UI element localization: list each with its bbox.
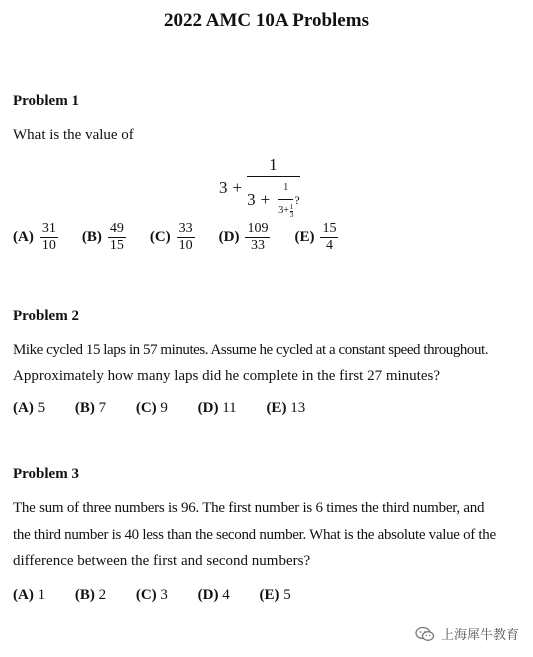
middle-fraction — [278, 177, 293, 222]
outer-numerator: 1 — [269, 155, 278, 174]
fraction-denominator: 33 — [250, 238, 265, 253]
expr-plus: + — [232, 178, 243, 197]
question-mark: ? — [294, 192, 300, 207]
problem-3-text-line-3: difference between the first and second numbers? — [13, 553, 311, 569]
choice-value: 7 — [98, 400, 107, 416]
choice-e[interactable] — [259, 587, 290, 604]
choice-fraction — [108, 221, 126, 254]
fraction-numerator: 31 — [41, 221, 56, 236]
inner-fraction — [290, 204, 294, 219]
fraction-numerator: 49 — [109, 221, 124, 236]
expr-lead: 3 — [219, 178, 228, 197]
choice-d[interactable] — [198, 400, 237, 417]
choice-e[interactable] — [294, 221, 338, 254]
choice-letter: (B) — [74, 587, 95, 603]
middle-den-plus: + — [283, 205, 289, 216]
choice-value: 1 — [37, 587, 46, 603]
problem-2-choices — [13, 400, 331, 417]
watermark-text: 上海犀牛教育 — [440, 628, 519, 643]
problem-1-text: What is the value of — [13, 127, 134, 143]
fraction-denominator: 10 — [178, 238, 193, 253]
fraction-denominator: 15 — [109, 238, 124, 253]
problem-2-text-line-2: Approximately how many laps did he complete in the first 27 minutes? — [13, 368, 440, 384]
fraction-denominator: 4 — [325, 238, 333, 253]
choice-value: 3 — [160, 587, 168, 603]
page-title: 2022 AMC 10A Problems — [164, 10, 369, 31]
middle-numerator: 1 — [283, 182, 289, 193]
choice-letter: (A) — [13, 229, 34, 245]
problem-2-heading: Problem 2 — [13, 308, 79, 324]
problem-3-text-line-1: The sum of three numbers is 96. The first number is 6 times the third number, and — [13, 500, 485, 516]
middle-denominator — [278, 200, 293, 222]
choice-letter: (E) — [266, 400, 287, 416]
choice-a[interactable] — [13, 400, 45, 417]
choice-b[interactable] — [75, 400, 106, 417]
choice-value: 5 — [283, 587, 291, 603]
choice-value: 9 — [160, 400, 168, 416]
inner-denominator: 3 — [289, 210, 294, 219]
choice-b[interactable] — [82, 221, 126, 254]
inner-numerator: 1 — [289, 202, 294, 211]
choice-b[interactable] — [75, 587, 106, 604]
choice-c[interactable] — [150, 221, 195, 254]
den-plus: + — [260, 189, 271, 209]
middle-den-lead: 3 — [278, 205, 284, 216]
choice-a[interactable] — [13, 221, 58, 254]
choice-letter: (E) — [294, 229, 315, 245]
choice-a[interactable] — [13, 587, 45, 604]
choice-value: 11 — [222, 400, 237, 416]
wechat-icon — [415, 626, 435, 642]
outer-denominator — [247, 177, 300, 222]
choice-fraction — [245, 221, 270, 254]
choice-letter: (C) — [135, 400, 157, 416]
problem-2-text-line-1: Mike cycled 15 laps in 57 minutes. Assume he cycled at a constant speed throughout. — [13, 342, 489, 358]
choice-letter: (E) — [259, 587, 280, 603]
choice-d[interactable] — [198, 587, 230, 604]
choice-value: 13 — [290, 400, 306, 416]
choice-letter: (D) — [218, 229, 240, 245]
choice-letter: (A) — [13, 400, 34, 416]
problem-3-heading: Problem 3 — [13, 466, 79, 482]
choice-value: 5 — [37, 400, 46, 416]
choice-letter: (B) — [81, 229, 102, 245]
choice-letter: (A) — [13, 587, 34, 603]
den-lead: 3 — [247, 189, 256, 209]
outer-fraction — [247, 154, 300, 222]
fraction-denominator: 10 — [41, 238, 56, 253]
choice-letter: (B) — [74, 400, 95, 416]
continued-fraction-expression — [219, 154, 300, 222]
choice-d[interactable] — [219, 221, 271, 254]
fraction-numerator: 33 — [178, 221, 193, 236]
problem-1-choices — [13, 221, 362, 254]
choice-letter: (C) — [149, 229, 171, 245]
choice-letter: (C) — [135, 587, 157, 603]
fraction-numerator: 15 — [322, 221, 337, 236]
problem-3-text-line-2: the third number is 40 less than the second number. What is the absolute value of the — [13, 527, 496, 543]
choice-fraction — [320, 221, 338, 254]
choice-value: 4 — [222, 587, 230, 603]
choice-letter: (D) — [197, 400, 219, 416]
choice-e[interactable] — [266, 400, 305, 417]
problem-3-choices — [13, 587, 317, 604]
fraction-numerator: 109 — [247, 221, 269, 236]
choice-c[interactable] — [136, 400, 168, 417]
choice-value: 2 — [98, 587, 107, 603]
choice-fraction — [40, 221, 58, 254]
watermark — [415, 624, 519, 643]
choice-c[interactable] — [136, 587, 168, 604]
choice-fraction — [177, 221, 195, 254]
problem-1-heading: Problem 1 — [13, 93, 79, 109]
choice-letter: (D) — [197, 587, 219, 603]
